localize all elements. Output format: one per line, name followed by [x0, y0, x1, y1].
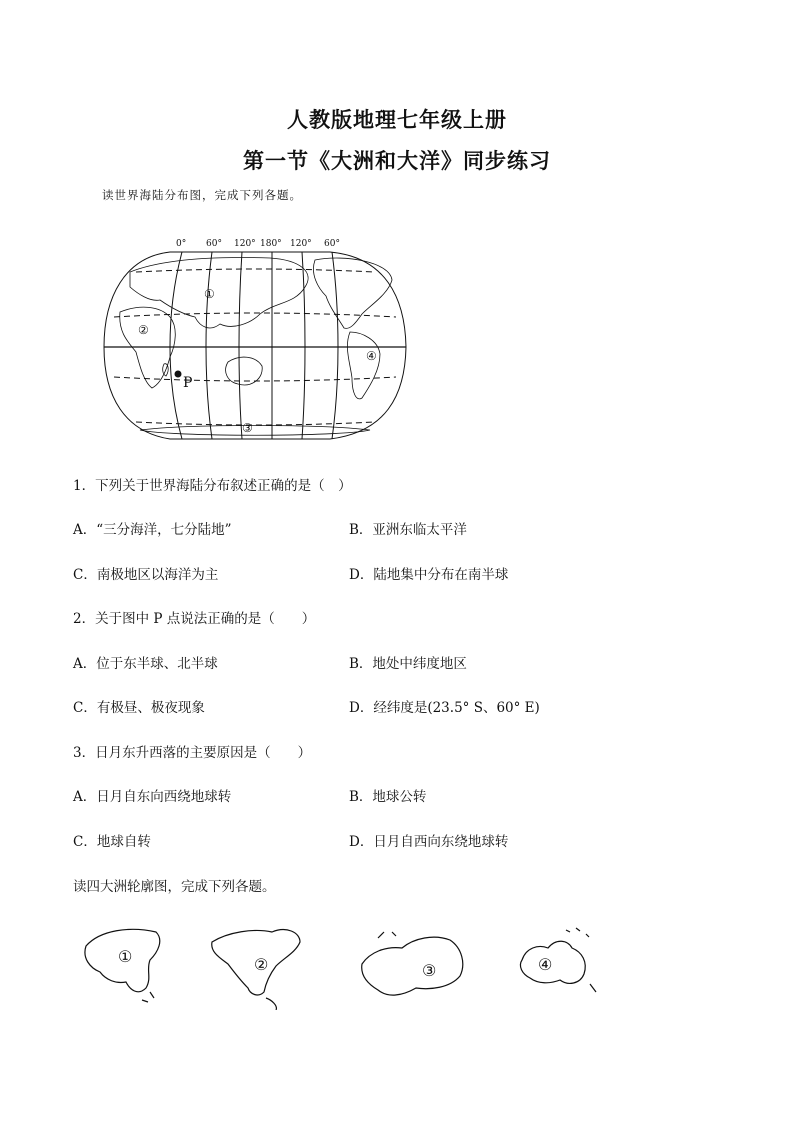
- option-text: 南极地区以海洋为主: [96, 567, 219, 583]
- q1-option-c[interactable]: [73, 563, 218, 583]
- tropic-north: [114, 313, 396, 317]
- option-label: C．: [73, 700, 97, 716]
- option-text: 亚洲东临太平洋: [372, 522, 467, 538]
- q1-option-a[interactable]: [73, 518, 232, 538]
- option-label: D．: [349, 834, 374, 850]
- question-1-stem: 1．下列关于世界海陆分布叙述正确的是（ ）: [73, 478, 352, 494]
- antarctica-shape: [140, 426, 370, 436]
- map-marker-1: ①: [204, 287, 215, 301]
- continent-outline-2: [208, 918, 308, 1010]
- continent-outline-1: [80, 918, 170, 1010]
- option-label: D．: [349, 567, 374, 583]
- lon-label-0: 0°: [176, 239, 187, 249]
- meridian-0: [170, 252, 182, 439]
- option-text: 日月自西向东绕地球转: [373, 834, 509, 850]
- option-label: B．: [349, 656, 373, 672]
- north-america-shape: [313, 258, 392, 328]
- q1-option-d[interactable]: [349, 563, 508, 583]
- q3-option-c[interactable]: [73, 830, 151, 850]
- question-2-stem: 2．关于图中 P 点说法正确的是（ ）: [73, 611, 316, 627]
- option-text: 地处中纬度地区: [372, 656, 467, 672]
- option-label: A．: [73, 789, 97, 805]
- q1-option-b[interactable]: [349, 518, 467, 538]
- option-label: C．: [73, 834, 97, 850]
- continent-outline-4: [516, 918, 606, 1010]
- world-map: [100, 232, 410, 442]
- q3-option-a[interactable]: [73, 785, 231, 805]
- lon-label-180: 180°: [260, 239, 282, 249]
- option-label: A．: [73, 656, 97, 672]
- map-marker-4: ④: [366, 349, 377, 363]
- option-label: A．: [73, 522, 97, 538]
- point-p-label: P: [183, 375, 193, 391]
- option-label: C．: [73, 567, 97, 583]
- meridian-120w: [302, 252, 305, 439]
- lon-label-60: 60°: [206, 239, 222, 249]
- arctic-circle: [136, 269, 374, 272]
- page-subtitle: 第一节《大洲和大洋》同步练习: [243, 149, 551, 173]
- option-text: 地球自转: [96, 834, 151, 850]
- option-text: “三分海洋，七分陆地”: [96, 522, 232, 538]
- meridian-60w: [332, 252, 338, 439]
- option-text: 陆地集中分布在南半球: [373, 567, 509, 583]
- tropic-south: [114, 377, 396, 381]
- map-outline: [104, 252, 406, 439]
- intro-continents: 读四大洲轮廓图，完成下列各题。: [73, 879, 276, 895]
- eurasia-shape: [130, 258, 308, 328]
- continent-marker-2: ②: [254, 955, 269, 974]
- meridian-120: [239, 252, 242, 439]
- option-text: 地球公转: [372, 789, 427, 805]
- question-3-stem: 3．日月东升西落的主要原因是（ ）: [73, 745, 312, 761]
- continent-marker-3: ③: [422, 961, 437, 980]
- option-label: B．: [349, 789, 373, 805]
- map-marker-3: ③: [242, 421, 253, 435]
- antarctic-circle: [136, 422, 374, 425]
- map-marker-2: ②: [138, 323, 149, 337]
- meridian-60: [206, 252, 212, 439]
- lon-label-120w: 120°: [290, 239, 312, 249]
- continent-outline-3: [358, 918, 470, 1010]
- q2-option-d[interactable]: [349, 696, 540, 716]
- option-text: 有极昼、极夜现象: [96, 700, 205, 716]
- continent-marker-4: ④: [538, 955, 553, 974]
- q2-option-a[interactable]: [73, 652, 218, 672]
- south-america-shape: [347, 332, 380, 399]
- q2-option-c[interactable]: [73, 696, 205, 716]
- option-text: 位于东半球、北半球: [96, 656, 218, 672]
- option-text: 经纬度是(23.5° S、60° E): [373, 700, 540, 716]
- australia-shape: [226, 357, 263, 385]
- page-title: 人教版地理七年级上册: [287, 108, 507, 132]
- q3-option-d[interactable]: [349, 830, 508, 850]
- q3-option-b[interactable]: [349, 785, 426, 805]
- q2-option-b[interactable]: [349, 652, 467, 672]
- option-label: D．: [349, 700, 374, 716]
- intro-world-map: 读世界海陆分布图，完成下列各题。: [102, 188, 302, 202]
- lon-label-120: 120°: [234, 239, 256, 249]
- point-p-dot: [175, 371, 182, 378]
- lon-label-60w: 60°: [324, 239, 340, 249]
- option-text: 日月自东向西绕地球转: [96, 789, 232, 805]
- option-label: B．: [349, 522, 373, 538]
- continent-marker-1: ①: [118, 947, 133, 966]
